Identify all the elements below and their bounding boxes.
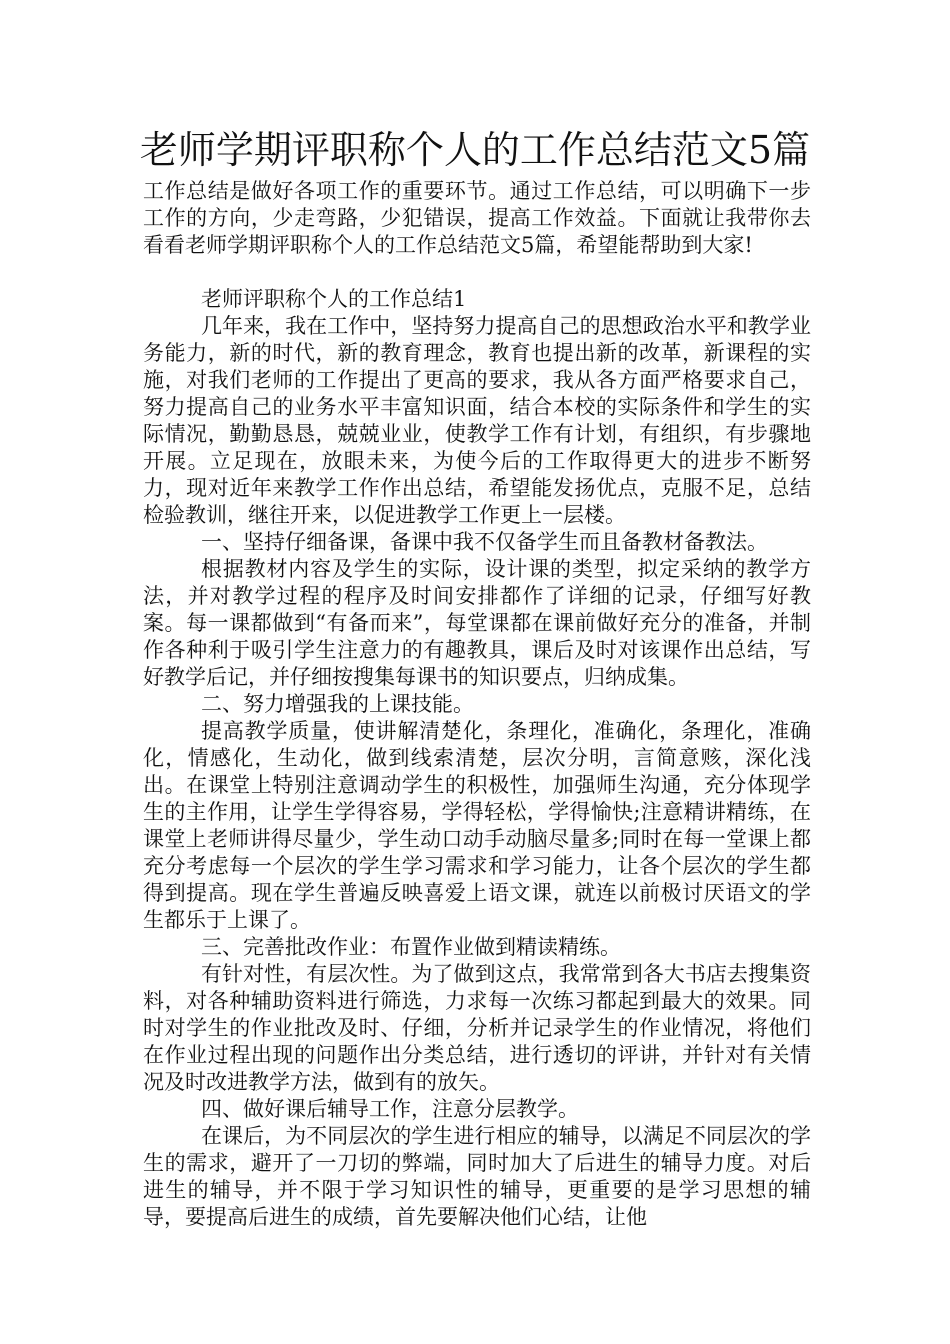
section-title: 老师评职称个人的工作总结1: [201, 287, 467, 311]
document-body: [143, 178, 811, 1231]
section-heading: 二、努力增强我的上课技能。: [201, 692, 474, 716]
body-paragraph: 有针对性，有层次性。为了做到这点，我常常到各大书店去搜集资料，对各种辅助资料进行筛选，力求每一次练习都起到最大的效果。同时对学生的作业批改及时、仔细，分析并记录学生的作业情况，将他们在作业过程出现的问题作出分类总结，进行透切的评讲，并针对有关情况及时改进教学方法，做到有的放矢。: [143, 962, 811, 1094]
body-paragraph: 在课后，为不同层次的学生进行相应的辅导，以满足不同层次的学生的需求，避开了一刀切的弊端，同时加大了后进生的辅导力度。对后进生的辅导，并不限于学习知识性的辅导，更重要的是学习思想的辅导，要提高后进生的成绩，首先要解决他们心结，让他: [143, 1124, 811, 1229]
intro-paragraph: 工作总结是做好各项工作的重要环节。通过工作总结，可以明确下一步工作的方向，少走弯路，少犯错误，提高工作效益。下面就让我带你去看看老师学期评职称个人的工作总结范文5篇，希望能帮助到大家!: [143, 179, 811, 257]
section-heading: 四、做好课后辅导工作，注意分层教学。: [201, 1097, 579, 1121]
body-paragraph: 几年来，我在工作中，坚持努力提高自己的思想政治水平和教学业务能力，新的时代，新的教育理念，教育也提出新的改革，新课程的实施，对我们老师的工作提出了更高的要求，我从各方面严格要求自己，努力提高自己的业务水平丰富知识面，结合本校的实际条件和学生的实际情况，勤勤恳恳，兢兢业业，使教学工作有计划，有组织，有步骤地开展。立足现在，放眼未来，为使今后的工作取得更大的进步不断努力，现对近年来教学工作作出总结，希望能发扬优点，克服不足，总结检验教训，继往开来，以促进教学工作更上一层楼。: [143, 314, 811, 527]
section-heading: 三、完善批改作业：布置作业做到精读精练。: [201, 935, 621, 959]
body-paragraph: 提高教学质量，使讲解清楚化，条理化，准确化，条理化，准确化，情感化，生动化，做到线索清楚，层次分明，言简意赅，深化浅出。在课堂上特别注意调动学生的积极性，加强师生沟通，充分体现学生的主作用，让学生学得容易，学得轻松，学得愉快;注意精讲精练，在课堂上老师讲得尽量少，学生动口动手动脑尽量多;同时在每一堂课上都充分考虑每一个层次的学生学习需求和学习能力，让各个层次的学生都得到提高。现在学生普遍反映喜爱上语文课，就连以前极讨厌语文的学生都乐于上课了。: [143, 719, 811, 932]
section-heading: 一、坚持仔细备课，备课中我不仅备学生而且备教材备教法。: [201, 530, 768, 554]
body-paragraph: 根据教材内容及学生的实际，设计课的类型，拟定采纳的教学方法，并对教学过程的程序及时间安排都作了详细的记录，仔细写好教案。每一课都做到“有备而来”，每堂课都在课前做好充分的准备，并制作各种利于吸引学生注意力的有趣教具，课后及时对该课作出总结，写好教学后记，并仔细按搜集每课书的知识要点，归纳成集。: [143, 557, 811, 689]
document-title: 老师学期评职称个人的工作总结范文5篇: [139, 128, 811, 172]
